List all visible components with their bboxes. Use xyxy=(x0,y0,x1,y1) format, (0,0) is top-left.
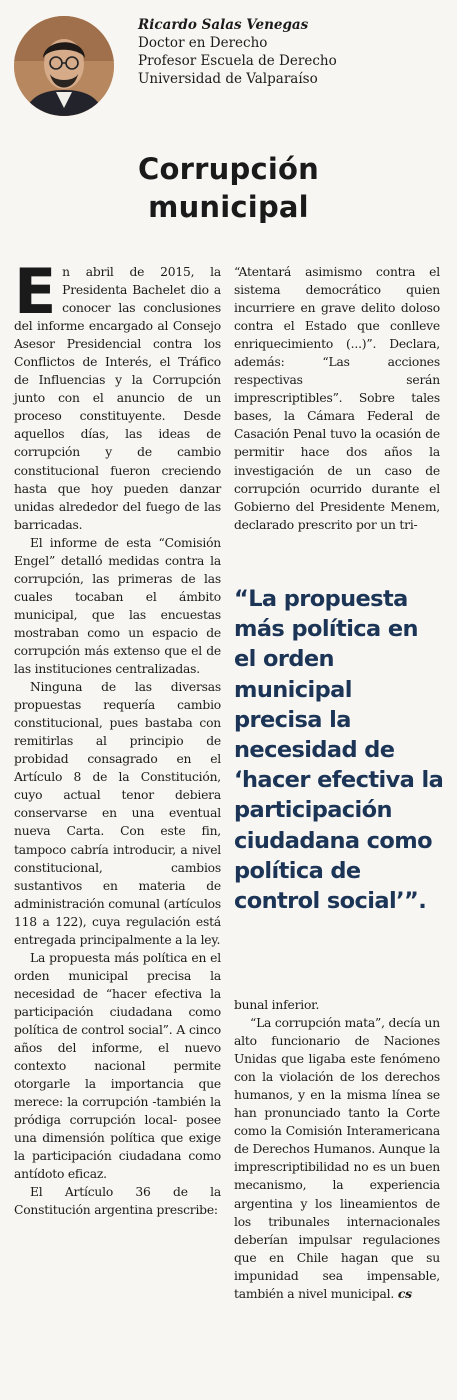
author-block xyxy=(14,8,444,124)
article-paragraph-2: El informe de esta “Comisión Engel” detalló medidas contra la corrupción, las primeras de las cuales tocaban el ámbito municipal, que las encuestas mostraban como un espacio de corrupción más extenso que el de las instituciones centralizadas. xyxy=(14,535,221,677)
pull-quote-line-1: “La propuesta xyxy=(234,586,408,612)
pull-quote-line-4: municipal xyxy=(234,676,352,703)
author-photo xyxy=(14,16,114,116)
author-name: Ricardo Salas Venegas xyxy=(138,17,309,33)
pull-quote-line-8: participación xyxy=(234,797,392,824)
article-paragraph-6: “Atentará asimismo contra el sistema democrático quien incurriere en grave delito doloso contra el Estado que conlleve enriquecimiento (...)”. Declara, además: “Las acciones respectivas serán imprescriptibles”. Sobre tales bases, la Cámara Federal de Casación Penal tuvo la ocasión de permitir hace dos años la investigación de un caso de corrupción ocurrido durante el Gobierno del Presidente Menem, declarado prescrito por un tri- xyxy=(234,265,440,532)
article-column-left xyxy=(14,255,221,1219)
end-mark-icon: cs xyxy=(397,1285,412,1301)
article-column-right-bottom xyxy=(234,996,440,1303)
pull-quote-line-3: el orden xyxy=(234,646,334,673)
author-role: Doctor en Derecho xyxy=(138,35,268,51)
paragraph-1-text: n abril de 2015, la Presidenta Bachelet dio a conocer las conclusiones del informe encargado al Consejo Asesor Presidencial contra los Conflictos de Interés, el Tráfico de Influencias y la Corrupción junto con el anuncio de un proceso constituyente. Desde aquellos días, las ideas de corrupción y de cambio constitucional fueron creciendo hasta que hoy pueden danzar unidas alrededor del fuego de las barricadas. xyxy=(14,265,221,532)
pull-quote-line-2: más política en xyxy=(234,616,418,643)
author-credits xyxy=(138,16,337,88)
pull-quote-line-6: necesidad de xyxy=(234,737,395,764)
title-line-1: Corrupción xyxy=(138,152,319,186)
article-column-right-top xyxy=(234,263,440,534)
paragraph-7-text: “La corrupción mata”, decía un alto funcionario de Naciones Unidas que ligaba este fenómeno con la violación de los derechos humanos, y en la misma línea se han pronunciado tanto la Corte como la Comisión Interamericana de Derechos Humanos. Aunque la imprescriptibilidad no es un buen mecanismo, la experiencia argentina y los lineamientos de los tribunales internacionales deberían impulsar regulaciones que en Chile hagan que su impunidad sea impensable, también a nivel municipal. xyxy=(234,1016,440,1301)
pull-quote-line-10: política de xyxy=(234,857,361,884)
pull-quote-line-7: ‘hacer efectiva la xyxy=(234,767,444,794)
drop-cap: E xyxy=(14,255,57,328)
article-paragraph-3: Ninguna de las diversas propuestas requería cambio constitucional, pues bastaba con remitirlas al principio de probidad consagrado en el Artículo 8 de la Constitución, cuyo actual tenor debiera conservarse en una eventual nueva Carta. Con este fin, tampoco cabría introducir, a nivel constitucional, cambios sustantivos en materia de administración comunal (artículos 118 a 122), cuya regulación está entregada principalmente a la ley. xyxy=(14,680,221,947)
article-paragraph-4: La propuesta más política en el orden municipal precisa la necesidad de “hacer efectiva la participación ciudadana como política de control social”. A cinco años del informe, el nuevo contexto nacional permite otorgarle la importancia que merece: la corrupción -también la pródiga corrupción local- posee una dimensión política que exige la participación ciudadana como antídoto eficaz. xyxy=(14,950,221,1182)
article-title xyxy=(0,150,457,226)
pull-quote-line-11: control social’”. xyxy=(234,888,427,915)
pull-quote-line-5: precisa la xyxy=(234,706,351,733)
article-paragraph-1 xyxy=(14,255,221,534)
article-paragraph-6-continued: bunal inferior. xyxy=(234,998,320,1012)
author-institution: Universidad de Valparaíso xyxy=(138,71,318,87)
article-paragraph-7 xyxy=(234,1014,440,1303)
author-position: Profesor Escuela de Derecho xyxy=(138,53,337,69)
title-line-2: municipal xyxy=(148,190,309,224)
pull-quote-line-9: ciudadana como xyxy=(234,827,432,854)
article-paragraph-5: El Artículo 36 de la Constitución argentina prescribe: xyxy=(14,1185,221,1218)
pull-quote xyxy=(234,584,449,916)
